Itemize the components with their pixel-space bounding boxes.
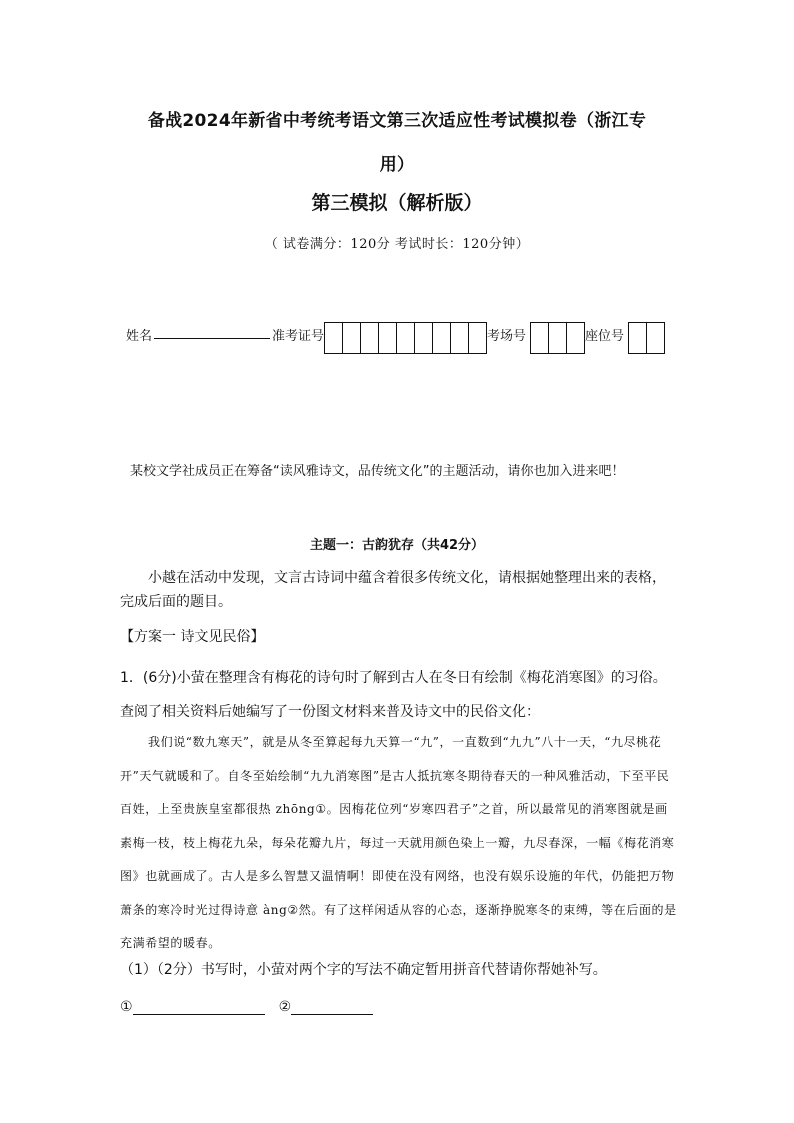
blank-marker-1: ①: [315, 802, 327, 816]
subquestion-1: （1）（2分）书写时，小萤对两个字的写法不确定暂用拼音代替请你帮她补写。: [120, 962, 607, 978]
ticket-box[interactable]: [361, 323, 379, 353]
passage-part-a: 我们说“数九寒天”，就是从冬至算起每九天算一“九”，一直数到“九九”八十一天，“九尽桃花开”天气就暖和了。自冬至始绘制“九九消寒图”是古人抵抗寒冬期待春天的一种风雅活动，下至平民百姓，上至贵族皇室都很热 zhōng: [120, 735, 670, 816]
question1-stem-line2: 查阅了相关资料后她编写了一份图文材料来普及诗文中的民俗文化：: [120, 704, 540, 720]
room-box[interactable]: [549, 323, 567, 353]
seat-number-boxes[interactable]: [628, 322, 665, 354]
name-blank[interactable]: [154, 322, 270, 339]
question1-stem: 1．(6分)小萤在整理含有梅花的诗句时了解到古人在冬日有绘制《梅花消寒图》的习俗。: [120, 670, 667, 686]
theme-heading: 主题一：古韵犹存（共42分）: [309, 538, 485, 553]
ticket-box[interactable]: [415, 323, 433, 353]
plan-heading: 【方案一 诗文见民俗】: [120, 629, 265, 645]
answer1-blank[interactable]: [133, 998, 265, 1015]
seat-box[interactable]: [647, 323, 665, 353]
room-label: 考场号: [487, 329, 527, 344]
room-box[interactable]: [567, 323, 585, 353]
answer-line: [120, 998, 373, 1015]
room-number-boxes[interactable]: [530, 322, 585, 354]
name-label: 姓名: [126, 329, 153, 344]
passage-part-b: 。因梅花位列“岁寒四君子”之首，所以最常见的消寒图就是画素梅一枝，枝上梅花九朵，每朵花瓣九片，每过一天就用颜色染上一瓣，九尽春深，一幅《梅花消寒图》也就画成了。古人是多么智慧又温情啊！即使在没有网络，也没有娱乐设施的年代，仍能把万物萧条的寒冷时光过得诗意 àng: [120, 802, 675, 917]
ticket-box[interactable]: [469, 323, 487, 353]
blank-marker-2: ②: [287, 902, 299, 917]
candidate-info-row: [126, 322, 665, 354]
exam-title-line2: 用）: [379, 155, 415, 175]
ticket-box[interactable]: [451, 323, 469, 353]
ticket-box[interactable]: [433, 323, 451, 353]
ticket-box[interactable]: [379, 323, 397, 353]
answer2-marker: ②: [278, 999, 292, 1015]
ticket-number-boxes[interactable]: [324, 322, 487, 354]
activity-intro: 某校文学社成员正在筹备“读风雅诗文，品传统文化”的主题活动，请你也加入进来吧！: [130, 464, 625, 479]
room-box[interactable]: [531, 323, 549, 353]
answer2-blank[interactable]: [291, 998, 373, 1015]
passage-part-c: 然。有了这样闲适从容的心态，逐渐挣脱寒冬的束缚，等在后面的是充满希望的暖春。: [120, 902, 677, 950]
seat-label: 座位号: [585, 329, 625, 344]
ticket-label: 准考证号: [272, 329, 325, 344]
ticket-box[interactable]: [343, 323, 361, 353]
exam-title-line1: 备战2024年新省中考统考语文第三次适应性考试模拟卷（浙江专: [147, 111, 647, 131]
seat-box[interactable]: [629, 323, 647, 353]
answer1-marker: ①: [120, 999, 133, 1015]
instruction-paragraph: 小越在活动中发现，文言古诗词中蕴含着很多传统文化，请根据她整理出来的表格，完成后面的题目。: [120, 570, 666, 610]
score-time-line: （ 试卷满分：120分 考试时长：120分钟）: [264, 237, 530, 252]
ticket-box[interactable]: [397, 323, 415, 353]
exam-subtitle: 第三模拟（解析版）: [311, 192, 483, 214]
ticket-box[interactable]: [325, 323, 343, 353]
reading-passage: [120, 726, 678, 961]
